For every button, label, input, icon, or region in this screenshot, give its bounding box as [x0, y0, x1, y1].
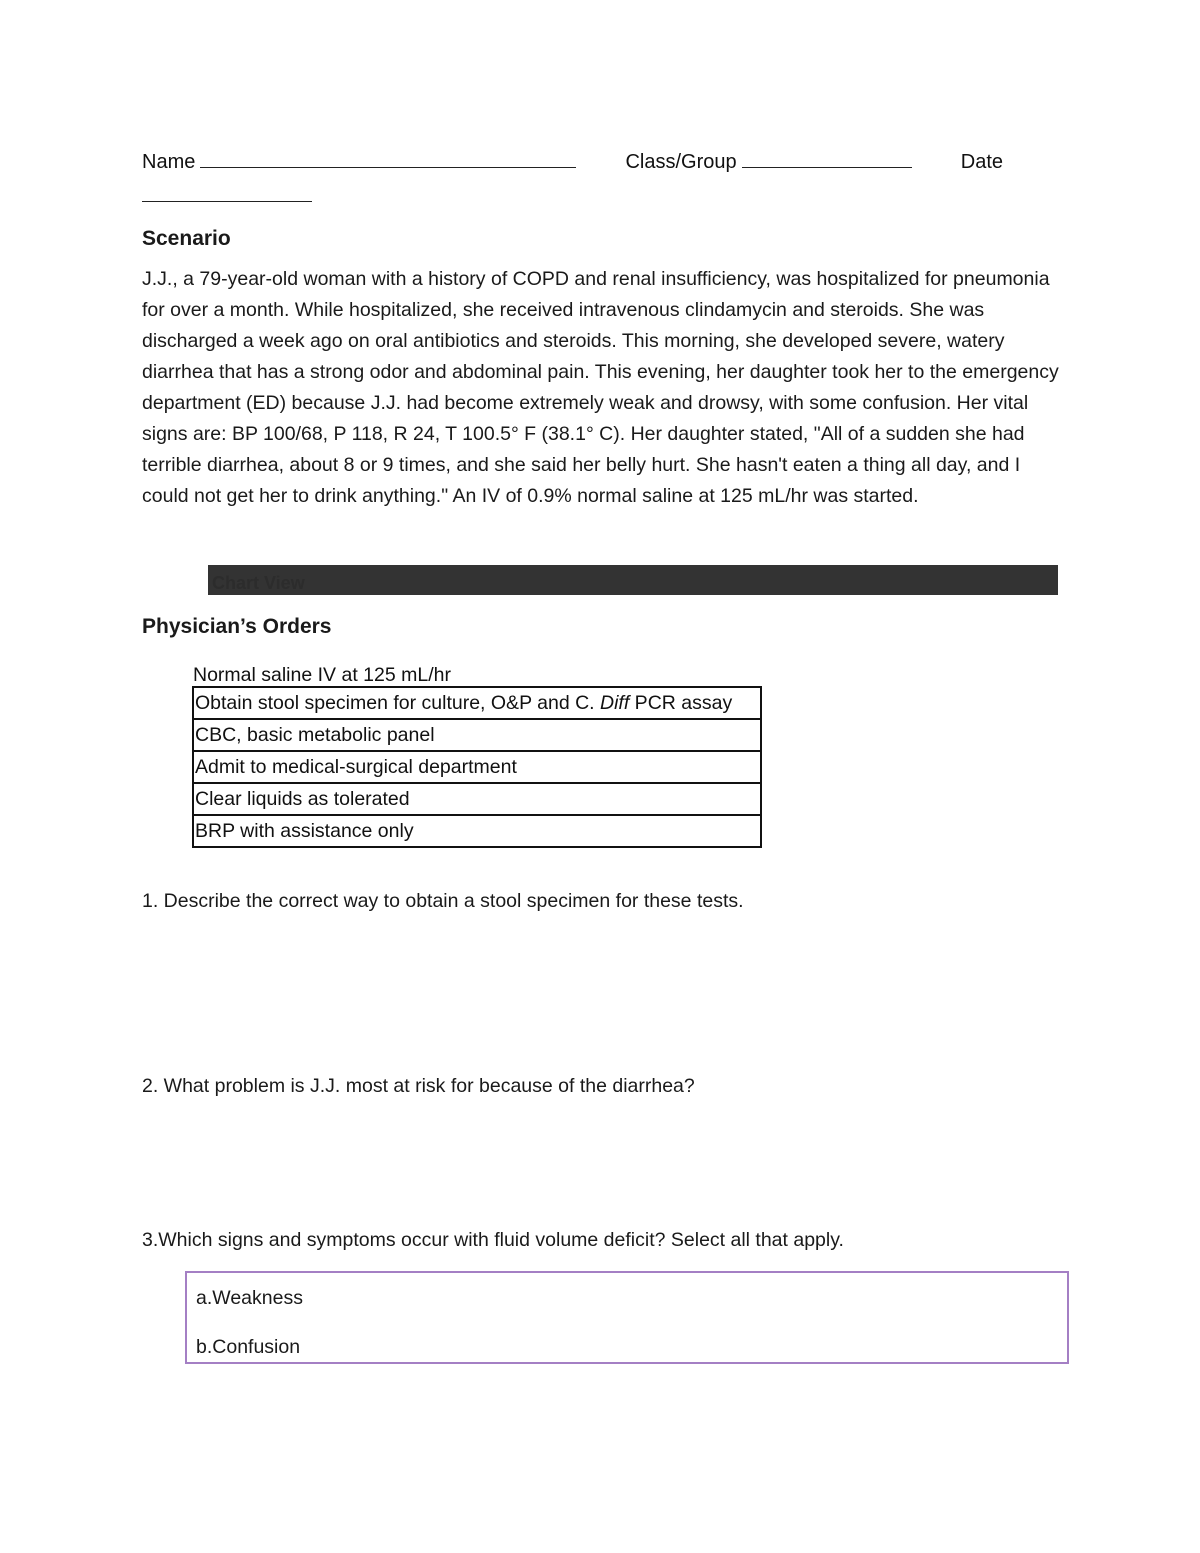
date-label: Date — [960, 151, 1004, 173]
class-label: Class/Group — [625, 151, 737, 173]
chart-view-bar — [208, 565, 1058, 595]
orders-heading: Physician’s Orders — [142, 615, 332, 638]
order-item: Admit to medical-surgical department — [193, 751, 761, 783]
question-3: 3.Which signs and symptoms occur with fluid volume deficit? Select all that apply. — [142, 1229, 844, 1251]
name-blank[interactable] — [200, 147, 576, 168]
table-row — [193, 815, 761, 847]
question-2: 2. What problem is J.J. most at risk for because of the diarrhea? — [142, 1075, 695, 1097]
table-row — [193, 719, 761, 751]
order-first: Normal saline IV at 125 mL/hr — [193, 664, 451, 686]
order-stool: Obtain stool specimen for culture, O&P and C. Diff PCR assay — [193, 687, 761, 719]
table-row — [193, 687, 761, 719]
order-item: Clear liquids as tolerated — [193, 783, 761, 815]
option-b[interactable]: b.Confusion — [196, 1336, 301, 1358]
option-a[interactable]: a.Weakness — [196, 1287, 303, 1309]
date-blank[interactable] — [142, 200, 312, 202]
options-box — [185, 1271, 1069, 1364]
header-line — [142, 147, 1082, 176]
order-item: BRP with assistance only — [193, 815, 761, 847]
name-label: Name — [142, 151, 196, 173]
orders-table — [192, 686, 762, 848]
scenario-text: J.J., a 79-year-old woman with a history of COPD and renal insufficiency, was hospitalized for pneumonia for over a month. While hospitalized, she received intravenous clindamycin and steroids. She was discharged a week ago on oral antibiotics and steroids. This morning, she developed severe, watery diarrhea that has a strong odor and abdominal pain. This evening, her daughter took her to the emergency department (ED) because J.J. had become extremely weak and drowsy, with some confusion. Her vital signs are: BP 100/68, P 118, R 24, T 100.5° F (38.1° C). Her daughter stated, "All of a sudden she had terrible diarrhea, about 8 or 9 times, and she said her belly hurt. She hasn't eaten a thing all day, and I could not get her to drink anything." An IV of 0.9% normal saline at 125 mL/hr was started. — [142, 268, 1059, 507]
order-item: CBC, basic metabolic panel — [193, 719, 761, 751]
table-row — [193, 783, 761, 815]
table-row — [193, 751, 761, 783]
chart-view-label: Chart View — [212, 573, 305, 593]
scenario-heading: Scenario — [142, 227, 231, 250]
question-1: 1. Describe the correct way to obtain a stool specimen for these tests. — [142, 890, 744, 912]
class-blank[interactable] — [742, 147, 912, 168]
